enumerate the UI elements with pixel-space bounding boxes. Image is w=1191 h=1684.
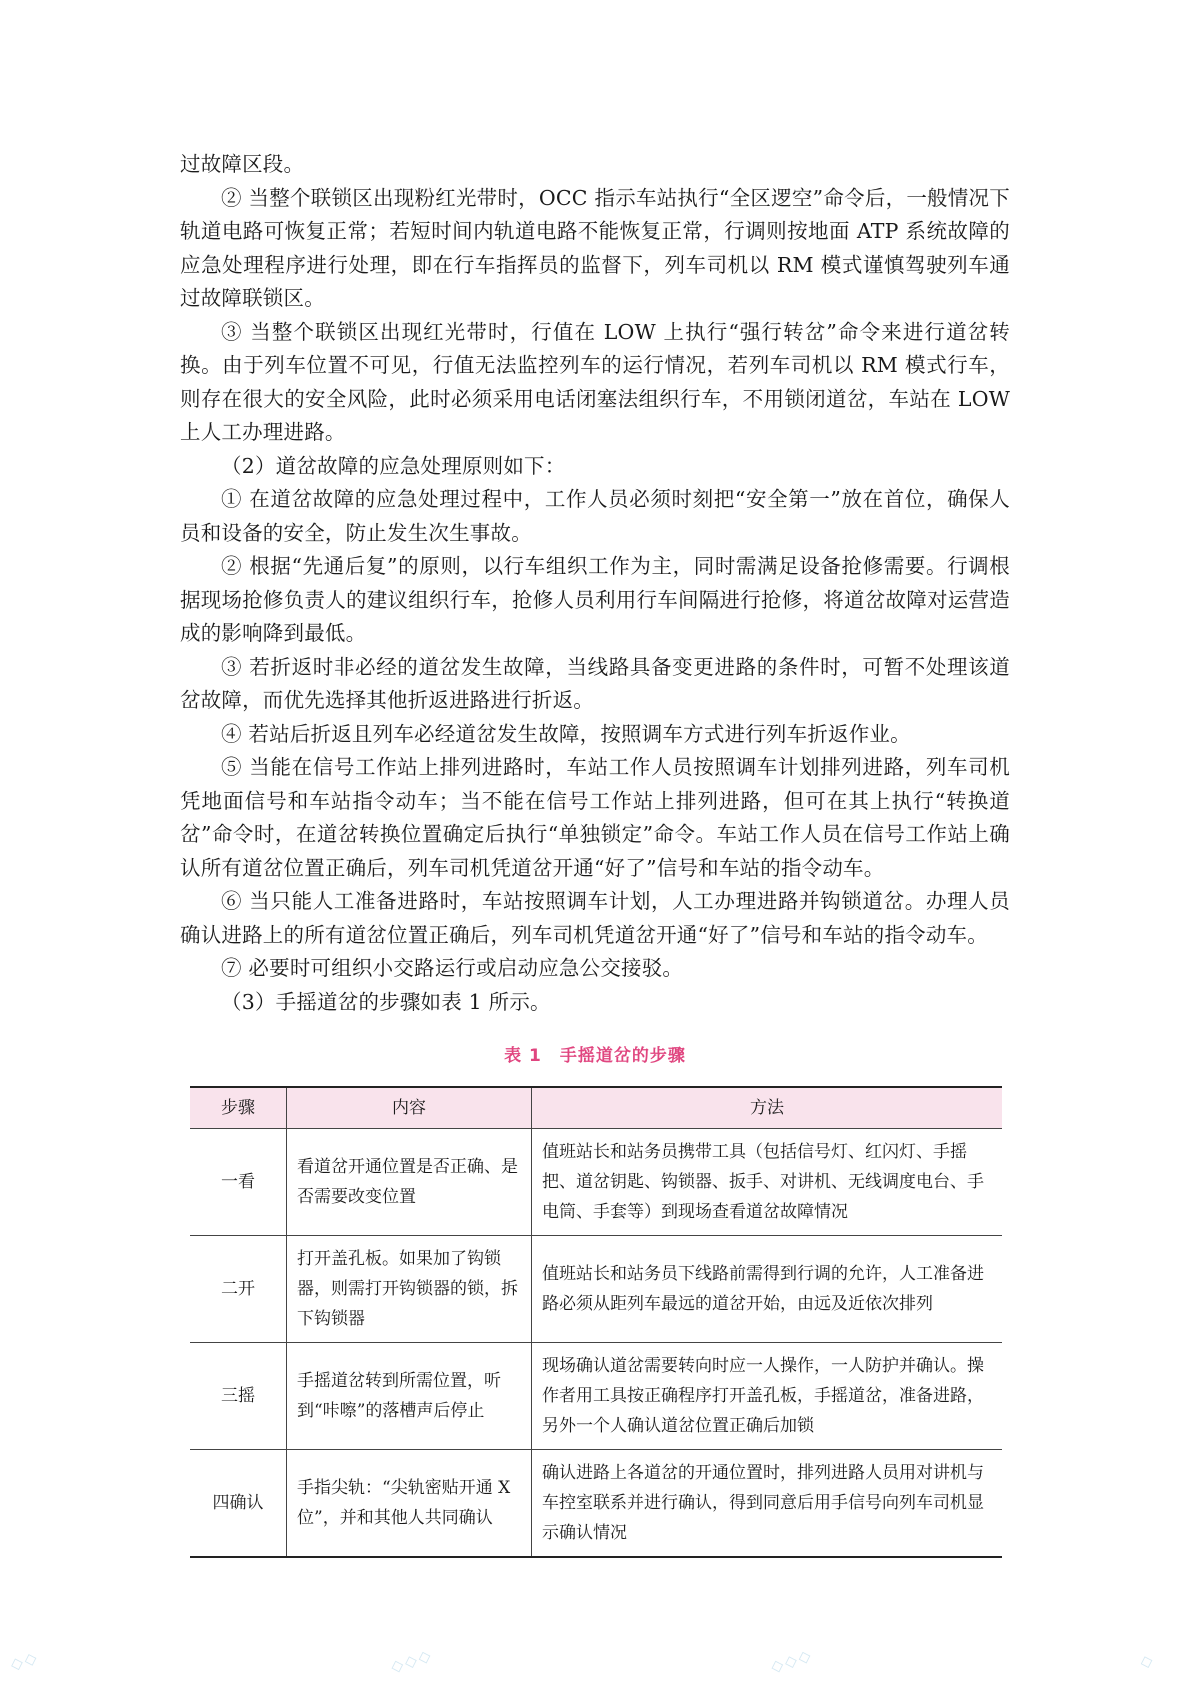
paragraph: 过故障区段。 <box>180 152 305 176</box>
content-cell: 手摇道岔转到所需位置，听到“咔嚓”的落槽声后停止 <box>287 1343 532 1450</box>
header-content: 内容 <box>287 1087 532 1129</box>
step-cell: 二开 <box>190 1236 287 1343</box>
watermark-graphic: ◇◇ <box>7 1647 41 1674</box>
document-page <box>180 148 1010 1558</box>
paragraph: ② 根据“先通后复”的原则，以行车组织工作为主，同时需满足设备抢修需要。行调根据现场抢修负责人的建议组织行车，抢修人员利用行车间隔进行抢修，将道岔故障对运营造成的影响降到最低。 <box>180 554 1010 645</box>
paragraph: ⑤ 当能在信号工作站上排列进路时，车站工作人员按照调车计划排列进路，列车司机凭地面信号和车站指令动车；当不能在信号工作站上排列进路，但可在其上执行“转换道岔”命令时，在道岔转换位置确定后执行“单独锁定”命令。车站工作人员在信号工作站上确认所有道岔位置正确后，列车司机凭道岔开通“好了”信号和车站的指令动车。 <box>180 755 1010 880</box>
paragraph: ④ 若站后折返且列车必经道岔发生故障，按照调车方式进行列车折返作业。 <box>221 721 911 746</box>
method-cell: 确认进路上各道岔的开通位置时，排列进路人员用对讲机与车控室联系并进行确认，得到同意后用手信号向列车司机显示确认情况 <box>532 1450 1003 1558</box>
watermark-graphic: ◇◇◇ <box>768 1644 815 1677</box>
paragraph: （3）手摇道岔的步骤如表 1 所示。 <box>221 989 551 1014</box>
table-header-row <box>190 1087 1002 1129</box>
header-step: 步骤 <box>190 1087 287 1129</box>
method-cell: 值班站长和站务员下线路前需得到行调的允许，人工准备进路必须从距列车最远的道岔开始，由远及近依次排列 <box>532 1236 1003 1343</box>
method-cell: 值班站长和站务员携带工具（包括信号灯、红闪灯、手摇把、道岔钥匙、钩锁器、扳手、对讲机、无线调度电台、手电筒、手套等）到现场查看道岔故障情况 <box>532 1129 1003 1236</box>
header-method: 方法 <box>532 1087 1003 1129</box>
steps-table <box>190 1086 1002 1558</box>
paragraph: （2）道岔故障的应急处理原则如下： <box>221 453 566 478</box>
paragraph: ③ 当整个联锁区出现红光带时，行值在 LOW 上执行“强行转岔”命令来进行道岔转换。由于列车位置不可见，行值无法监控列车的运行情况，若列车司机以 RM 模式行车，则存在很大的安全风险，此时必须采用电话闭塞法组织行车，不用锁闭道岔，车站在 LOW 上人工办理进路。 <box>180 319 1010 444</box>
paragraph: ① 在道岔故障的应急处理过程中，工作人员必须时刻把“安全第一”放在首位，确保人员和设备的安全，防止发生次生事故。 <box>180 487 1010 545</box>
content-cell: 看道岔开通位置是否正确、是否需要改变位置 <box>287 1129 532 1236</box>
table-row <box>190 1236 1002 1343</box>
paragraph: ③ 若折返时非必经的道岔发生故障，当线路具备变更进路的条件时，可暂不处理该道岔故障，而优先选择其他折返进路进行折返。 <box>180 654 1010 712</box>
step-cell: 三摇 <box>190 1343 287 1450</box>
content-cell: 打开盖孔板。如果加了钩锁器，则需打开钩锁器的锁，拆下钩锁器 <box>287 1236 532 1343</box>
content-cell: 手指尖轨：“尖轨密贴开通 X 位”，并和其他人共同确认 <box>287 1450 532 1558</box>
paragraph: ② 当整个联锁区出现粉红光带时，OCC 指示车站执行“全区逻空”命令后，一般情况下轨道电路可恢复正常；若短时间内轨道电路不能恢复正常，行调则按地面 ATP 系统故障的应急处理程序进行处理，即在行车指挥员的监督下，列车司机以 RM 模式谨慎驾驶列车通过故障联锁区。 <box>180 185 1010 310</box>
table-row <box>190 1343 1002 1450</box>
method-cell: 现场确认道岔需要转向时应一人操作，一人防护并确认。操作者用工具按正确程序打开盖孔板，手摇道岔，准备进路，另外一个人确认道岔位置正确后加锁 <box>532 1343 1003 1450</box>
watermark-graphic: ◇◇◇ <box>388 1644 435 1677</box>
step-cell: 四确认 <box>190 1450 287 1558</box>
paragraph: ⑦ 必要时可组织小交路运行或启动应急公交接驳。 <box>221 956 684 980</box>
table-row <box>190 1129 1002 1236</box>
watermark-graphic: ◇ <box>1137 1649 1157 1672</box>
table-caption: 表 1 手摇道岔的步骤 <box>504 1046 686 1066</box>
paragraph: ⑥ 当只能人工准备进路时，车站按照调车计划，人工办理进路并钩锁道岔。办理人员确认进路上的所有道岔位置正确后，列车司机凭道岔开通“好了”信号和车站的指令动车。 <box>180 889 1010 947</box>
step-cell: 一看 <box>190 1129 287 1236</box>
table-row <box>190 1450 1002 1558</box>
